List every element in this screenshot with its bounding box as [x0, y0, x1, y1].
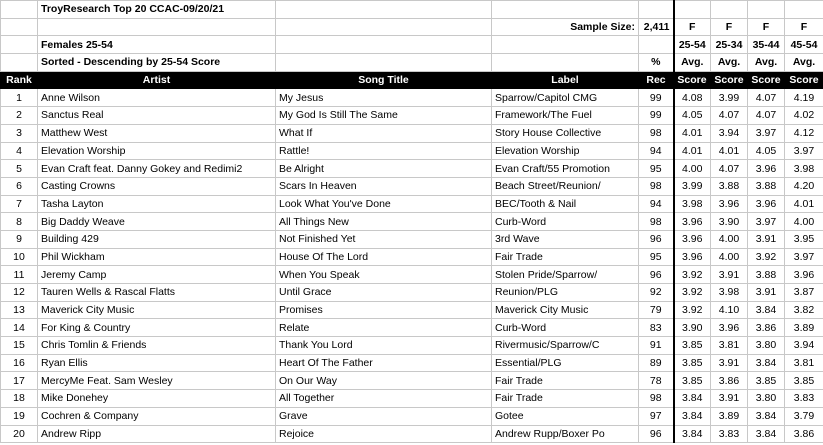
artist-cell: Phil Wickham — [38, 248, 276, 266]
sample-row — [1, 18, 823, 36]
label-cell: Curb-Word — [492, 213, 639, 231]
report-title: TroyResearch Top 20 CCAC-09/20/21 — [38, 1, 276, 19]
rec-cell: 94 — [639, 142, 674, 160]
rec-cell: 92 — [639, 284, 674, 302]
rec-cell: 98 — [639, 124, 674, 142]
rank-cell: 6 — [1, 177, 38, 195]
song-title-cell: My Jesus — [276, 89, 492, 107]
label-cell: Rivermusic/Sparrow/C — [492, 337, 639, 355]
song-title-cell: All Together — [276, 390, 492, 408]
rec-cell: 98 — [639, 213, 674, 231]
score-25-54-cell: 4.00 — [674, 160, 711, 178]
song-title-cell: Be Alright — [276, 160, 492, 178]
label-cell: Gotee — [492, 407, 639, 425]
artist-cell: Maverick City Music — [38, 301, 276, 319]
song-title-cell: Grave — [276, 407, 492, 425]
song-title-cell: House Of The Lord — [276, 248, 492, 266]
song-title-cell: Until Grace — [276, 284, 492, 302]
table-row — [1, 390, 823, 408]
rec-cell: 96 — [639, 230, 674, 248]
score-25-34-cell: 3.91 — [711, 354, 748, 372]
score-35-44-cell: 4.07 — [748, 107, 785, 125]
blank-cell — [492, 1, 639, 19]
artist-cell: Tasha Layton — [38, 195, 276, 213]
rec-cell: 94 — [639, 195, 674, 213]
score-25-34-cell: 3.91 — [711, 390, 748, 408]
rank-cell: 18 — [1, 390, 38, 408]
score-35-44-cell: 3.84 — [748, 425, 785, 443]
label-cell: Reunion/PLG — [492, 284, 639, 302]
blank-cell — [1, 36, 38, 54]
table-row — [1, 407, 823, 425]
sample-size-label: Sample Size: — [492, 18, 639, 36]
score-25-34-cell: 3.83 — [711, 425, 748, 443]
score-25-34-cell: 4.07 — [711, 107, 748, 125]
table-row — [1, 142, 823, 160]
gender-f-1: F — [674, 18, 711, 36]
score-25-54-cell: 4.01 — [674, 124, 711, 142]
score-45-54-cell: 4.19 — [785, 89, 823, 107]
song-title-cell: Scars In Heaven — [276, 177, 492, 195]
artist-cell: Mike Donehey — [38, 390, 276, 408]
blank-cell — [639, 36, 674, 54]
song-title-cell: When You Speak — [276, 266, 492, 284]
score-25-34-cell: 4.00 — [711, 248, 748, 266]
score-25-34-cell: 3.96 — [711, 195, 748, 213]
label-cell: Sparrow/Capitol CMG — [492, 89, 639, 107]
song-title-cell: Relate — [276, 319, 492, 337]
table-row — [1, 89, 823, 107]
pct-label: % — [639, 54, 674, 72]
score-35-44-cell: 3.91 — [748, 230, 785, 248]
score-25-54-cell: 4.01 — [674, 142, 711, 160]
score-35-44-cell: 3.92 — [748, 248, 785, 266]
score-25-54-cell: 3.85 — [674, 372, 711, 390]
label-cell: 3rd Wave — [492, 230, 639, 248]
artist-cell: Sanctus Real — [38, 107, 276, 125]
score-header-3: Score — [748, 71, 785, 89]
score-25-54-cell: 3.96 — [674, 230, 711, 248]
score-35-44-cell: 3.97 — [748, 213, 785, 231]
table-row — [1, 177, 823, 195]
rec-cell: 97 — [639, 407, 674, 425]
rank-cell: 19 — [1, 407, 38, 425]
score-45-54-cell: 3.94 — [785, 337, 823, 355]
table-row — [1, 107, 823, 125]
score-35-44-cell: 3.96 — [748, 195, 785, 213]
rec-cell: 95 — [639, 248, 674, 266]
table-row — [1, 337, 823, 355]
score-25-54-cell: 3.84 — [674, 390, 711, 408]
rec-cell: 95 — [639, 160, 674, 178]
song-title-cell: Promises — [276, 301, 492, 319]
score-25-54-cell: 3.84 — [674, 407, 711, 425]
score-25-34-cell: 3.88 — [711, 177, 748, 195]
rank-cell: 3 — [1, 124, 38, 142]
gender-f-4: F — [785, 18, 823, 36]
label-cell: Maverick City Music — [492, 301, 639, 319]
score-45-54-cell: 3.97 — [785, 248, 823, 266]
artist-cell: Matthew West — [38, 124, 276, 142]
rec-header: Rec — [639, 71, 674, 89]
label-cell: Elevation Worship — [492, 142, 639, 160]
table-row — [1, 372, 823, 390]
age-25-34: 25-34 — [711, 36, 748, 54]
score-35-44-cell: 3.88 — [748, 266, 785, 284]
rank-cell: 8 — [1, 213, 38, 231]
avg-label-1: Avg. — [674, 54, 711, 72]
label-cell: Fair Trade — [492, 390, 639, 408]
rec-cell: 98 — [639, 390, 674, 408]
blank-cell — [1, 18, 38, 36]
table-row — [1, 319, 823, 337]
score-25-34-cell: 3.91 — [711, 266, 748, 284]
blank-cell — [1, 1, 38, 19]
score-35-44-cell: 4.07 — [748, 89, 785, 107]
blank-cell — [276, 36, 492, 54]
avg-label-2: Avg. — [711, 54, 748, 72]
artist-cell: Big Daddy Weave — [38, 213, 276, 231]
score-25-34-cell: 4.00 — [711, 230, 748, 248]
score-35-44-cell: 3.84 — [748, 407, 785, 425]
score-25-54-cell: 3.85 — [674, 354, 711, 372]
artist-cell: Anne Wilson — [38, 89, 276, 107]
label-cell: Curb-Word — [492, 319, 639, 337]
artist-cell: Building 429 — [38, 230, 276, 248]
rank-cell: 13 — [1, 301, 38, 319]
score-35-44-cell: 3.86 — [748, 319, 785, 337]
rank-cell: 7 — [1, 195, 38, 213]
table-row — [1, 160, 823, 178]
rank-cell: 10 — [1, 248, 38, 266]
label-cell: Stolen Pride/Sparrow/ — [492, 266, 639, 284]
score-25-34-cell: 3.89 — [711, 407, 748, 425]
artist-cell: Elevation Worship — [38, 142, 276, 160]
label-cell: Story House Collective — [492, 124, 639, 142]
score-45-54-cell: 3.98 — [785, 160, 823, 178]
score-35-44-cell: 4.05 — [748, 142, 785, 160]
table-row — [1, 425, 823, 443]
artist-cell: Evan Craft feat. Danny Gokey and Redimi2 — [38, 160, 276, 178]
score-25-54-cell: 3.96 — [674, 213, 711, 231]
blank-cell — [1, 54, 38, 72]
artist-cell: For King & Country — [38, 319, 276, 337]
rank-cell: 15 — [1, 337, 38, 355]
table-row — [1, 230, 823, 248]
blank-cell — [276, 18, 492, 36]
rank-cell: 1 — [1, 89, 38, 107]
score-25-34-cell: 4.10 — [711, 301, 748, 319]
table-row — [1, 301, 823, 319]
score-25-34-cell: 3.99 — [711, 89, 748, 107]
blank-cell — [38, 18, 276, 36]
score-35-44-cell: 3.85 — [748, 372, 785, 390]
score-25-34-cell: 3.86 — [711, 372, 748, 390]
rank-cell: 20 — [1, 425, 38, 443]
artist-cell: Jeremy Camp — [38, 266, 276, 284]
artist-cell: Casting Crowns — [38, 177, 276, 195]
sample-size-value: 2,411 — [639, 18, 674, 36]
rec-cell: 96 — [639, 266, 674, 284]
song-title-cell: Rattle! — [276, 142, 492, 160]
song-title-cell: All Things New — [276, 213, 492, 231]
song-title-cell: Thank You Lord — [276, 337, 492, 355]
column-header-row — [1, 71, 823, 89]
score-25-54-cell: 3.92 — [674, 301, 711, 319]
table-row — [1, 124, 823, 142]
song-title-header: Song Title — [276, 71, 492, 89]
rec-cell: 83 — [639, 319, 674, 337]
rank-cell: 11 — [1, 266, 38, 284]
artist-cell: Ryan Ellis — [38, 354, 276, 372]
gender-f-2: F — [711, 18, 748, 36]
table-row — [1, 284, 823, 302]
rank-cell: 4 — [1, 142, 38, 160]
blank-cell — [711, 1, 748, 19]
blank-cell — [276, 1, 492, 19]
score-45-54-cell: 3.96 — [785, 266, 823, 284]
score-45-54-cell: 4.01 — [785, 195, 823, 213]
score-35-44-cell: 3.91 — [748, 284, 785, 302]
label-cell: Andrew Rupp/Boxer Po — [492, 425, 639, 443]
rank-cell: 12 — [1, 284, 38, 302]
age-45-54: 45-54 — [785, 36, 823, 54]
song-title-cell: Heart Of The Father — [276, 354, 492, 372]
avg-label-4: Avg. — [785, 54, 823, 72]
score-25-54-cell: 3.96 — [674, 248, 711, 266]
rec-cell: 99 — [639, 89, 674, 107]
score-35-44-cell: 3.80 — [748, 337, 785, 355]
label-cell: Essential/PLG — [492, 354, 639, 372]
rec-cell: 91 — [639, 337, 674, 355]
score-45-54-cell: 3.83 — [785, 390, 823, 408]
blank-cell — [492, 54, 639, 72]
score-25-34-cell: 3.81 — [711, 337, 748, 355]
song-title-cell: What If — [276, 124, 492, 142]
rec-cell: 99 — [639, 107, 674, 125]
score-25-54-cell: 3.85 — [674, 337, 711, 355]
score-45-54-cell: 3.89 — [785, 319, 823, 337]
score-45-54-cell: 3.79 — [785, 407, 823, 425]
score-25-34-cell: 3.90 — [711, 213, 748, 231]
sort-label: Sorted - Descending by 25-54 Score — [38, 54, 276, 72]
label-cell: Framework/The Fuel — [492, 107, 639, 125]
age-25-54: 25-54 — [674, 36, 711, 54]
score-45-54-cell: 4.02 — [785, 107, 823, 125]
label-cell: Fair Trade — [492, 248, 639, 266]
score-35-44-cell: 3.97 — [748, 124, 785, 142]
score-45-54-cell: 3.82 — [785, 301, 823, 319]
label-cell: Beach Street/Reunion/ — [492, 177, 639, 195]
rank-cell: 16 — [1, 354, 38, 372]
table-row — [1, 213, 823, 231]
score-header-4: Score — [785, 71, 823, 89]
score-header-1: Score — [674, 71, 711, 89]
song-rows — [1, 89, 823, 443]
score-25-54-cell: 3.92 — [674, 284, 711, 302]
title-row — [1, 1, 823, 19]
song-title-cell: My God Is Still The Same — [276, 107, 492, 125]
rec-cell: 96 — [639, 425, 674, 443]
rank-cell: 9 — [1, 230, 38, 248]
label-header: Label — [492, 71, 639, 89]
table-row — [1, 248, 823, 266]
artist-cell: Cochren & Company — [38, 407, 276, 425]
demo-row — [1, 36, 823, 54]
score-45-54-cell: 3.87 — [785, 284, 823, 302]
label-cell: Fair Trade — [492, 372, 639, 390]
table-row — [1, 354, 823, 372]
table-row — [1, 195, 823, 213]
rec-cell: 98 — [639, 177, 674, 195]
score-45-54-cell: 3.95 — [785, 230, 823, 248]
score-45-54-cell: 3.86 — [785, 425, 823, 443]
score-35-44-cell: 3.88 — [748, 177, 785, 195]
rank-cell: 2 — [1, 107, 38, 125]
score-35-44-cell: 3.84 — [748, 354, 785, 372]
song-title-cell: Rejoice — [276, 425, 492, 443]
score-25-54-cell: 4.08 — [674, 89, 711, 107]
score-25-34-cell: 4.07 — [711, 160, 748, 178]
score-header-2: Score — [711, 71, 748, 89]
score-45-54-cell: 4.00 — [785, 213, 823, 231]
label-cell: BEC/Tooth & Nail — [492, 195, 639, 213]
score-25-54-cell: 3.90 — [674, 319, 711, 337]
score-25-54-cell: 3.99 — [674, 177, 711, 195]
rec-cell: 78 — [639, 372, 674, 390]
blank-cell — [748, 1, 785, 19]
score-45-54-cell: 3.85 — [785, 372, 823, 390]
blank-cell — [276, 54, 492, 72]
sort-row — [1, 54, 823, 72]
score-25-34-cell: 3.96 — [711, 319, 748, 337]
score-25-54-cell: 3.98 — [674, 195, 711, 213]
score-25-34-cell: 3.98 — [711, 284, 748, 302]
score-25-54-cell: 4.05 — [674, 107, 711, 125]
score-45-54-cell: 3.81 — [785, 354, 823, 372]
gender-f-3: F — [748, 18, 785, 36]
blank-cell — [785, 1, 823, 19]
score-35-44-cell: 3.84 — [748, 301, 785, 319]
table-row — [1, 266, 823, 284]
song-title-cell: Not Finished Yet — [276, 230, 492, 248]
rec-cell: 79 — [639, 301, 674, 319]
score-25-54-cell: 3.92 — [674, 266, 711, 284]
rec-cell: 89 — [639, 354, 674, 372]
blank-cell — [492, 36, 639, 54]
artist-cell: Andrew Ripp — [38, 425, 276, 443]
demo-label: Females 25-54 — [38, 36, 276, 54]
song-title-cell: On Our Way — [276, 372, 492, 390]
score-25-34-cell: 3.94 — [711, 124, 748, 142]
song-title-cell: Look What You've Done — [276, 195, 492, 213]
score-35-44-cell: 3.96 — [748, 160, 785, 178]
artist-cell: MercyMe Feat. Sam Wesley — [38, 372, 276, 390]
blank-cell — [639, 1, 674, 19]
rank-cell: 14 — [1, 319, 38, 337]
rank-cell: 5 — [1, 160, 38, 178]
rank-cell: 17 — [1, 372, 38, 390]
blank-cell — [674, 1, 711, 19]
artist-header: Artist — [38, 71, 276, 89]
score-35-44-cell: 3.80 — [748, 390, 785, 408]
artist-cell: Chris Tomlin & Friends — [38, 337, 276, 355]
score-45-54-cell: 4.12 — [785, 124, 823, 142]
artist-cell: Tauren Wells & Rascal Flatts — [38, 284, 276, 302]
label-cell: Evan Craft/55 Promotion — [492, 160, 639, 178]
score-45-54-cell: 4.20 — [785, 177, 823, 195]
score-45-54-cell: 3.97 — [785, 142, 823, 160]
age-35-44: 35-44 — [748, 36, 785, 54]
score-25-34-cell: 4.01 — [711, 142, 748, 160]
score-25-54-cell: 3.84 — [674, 425, 711, 443]
avg-label-3: Avg. — [748, 54, 785, 72]
rank-header: Rank — [1, 71, 38, 89]
